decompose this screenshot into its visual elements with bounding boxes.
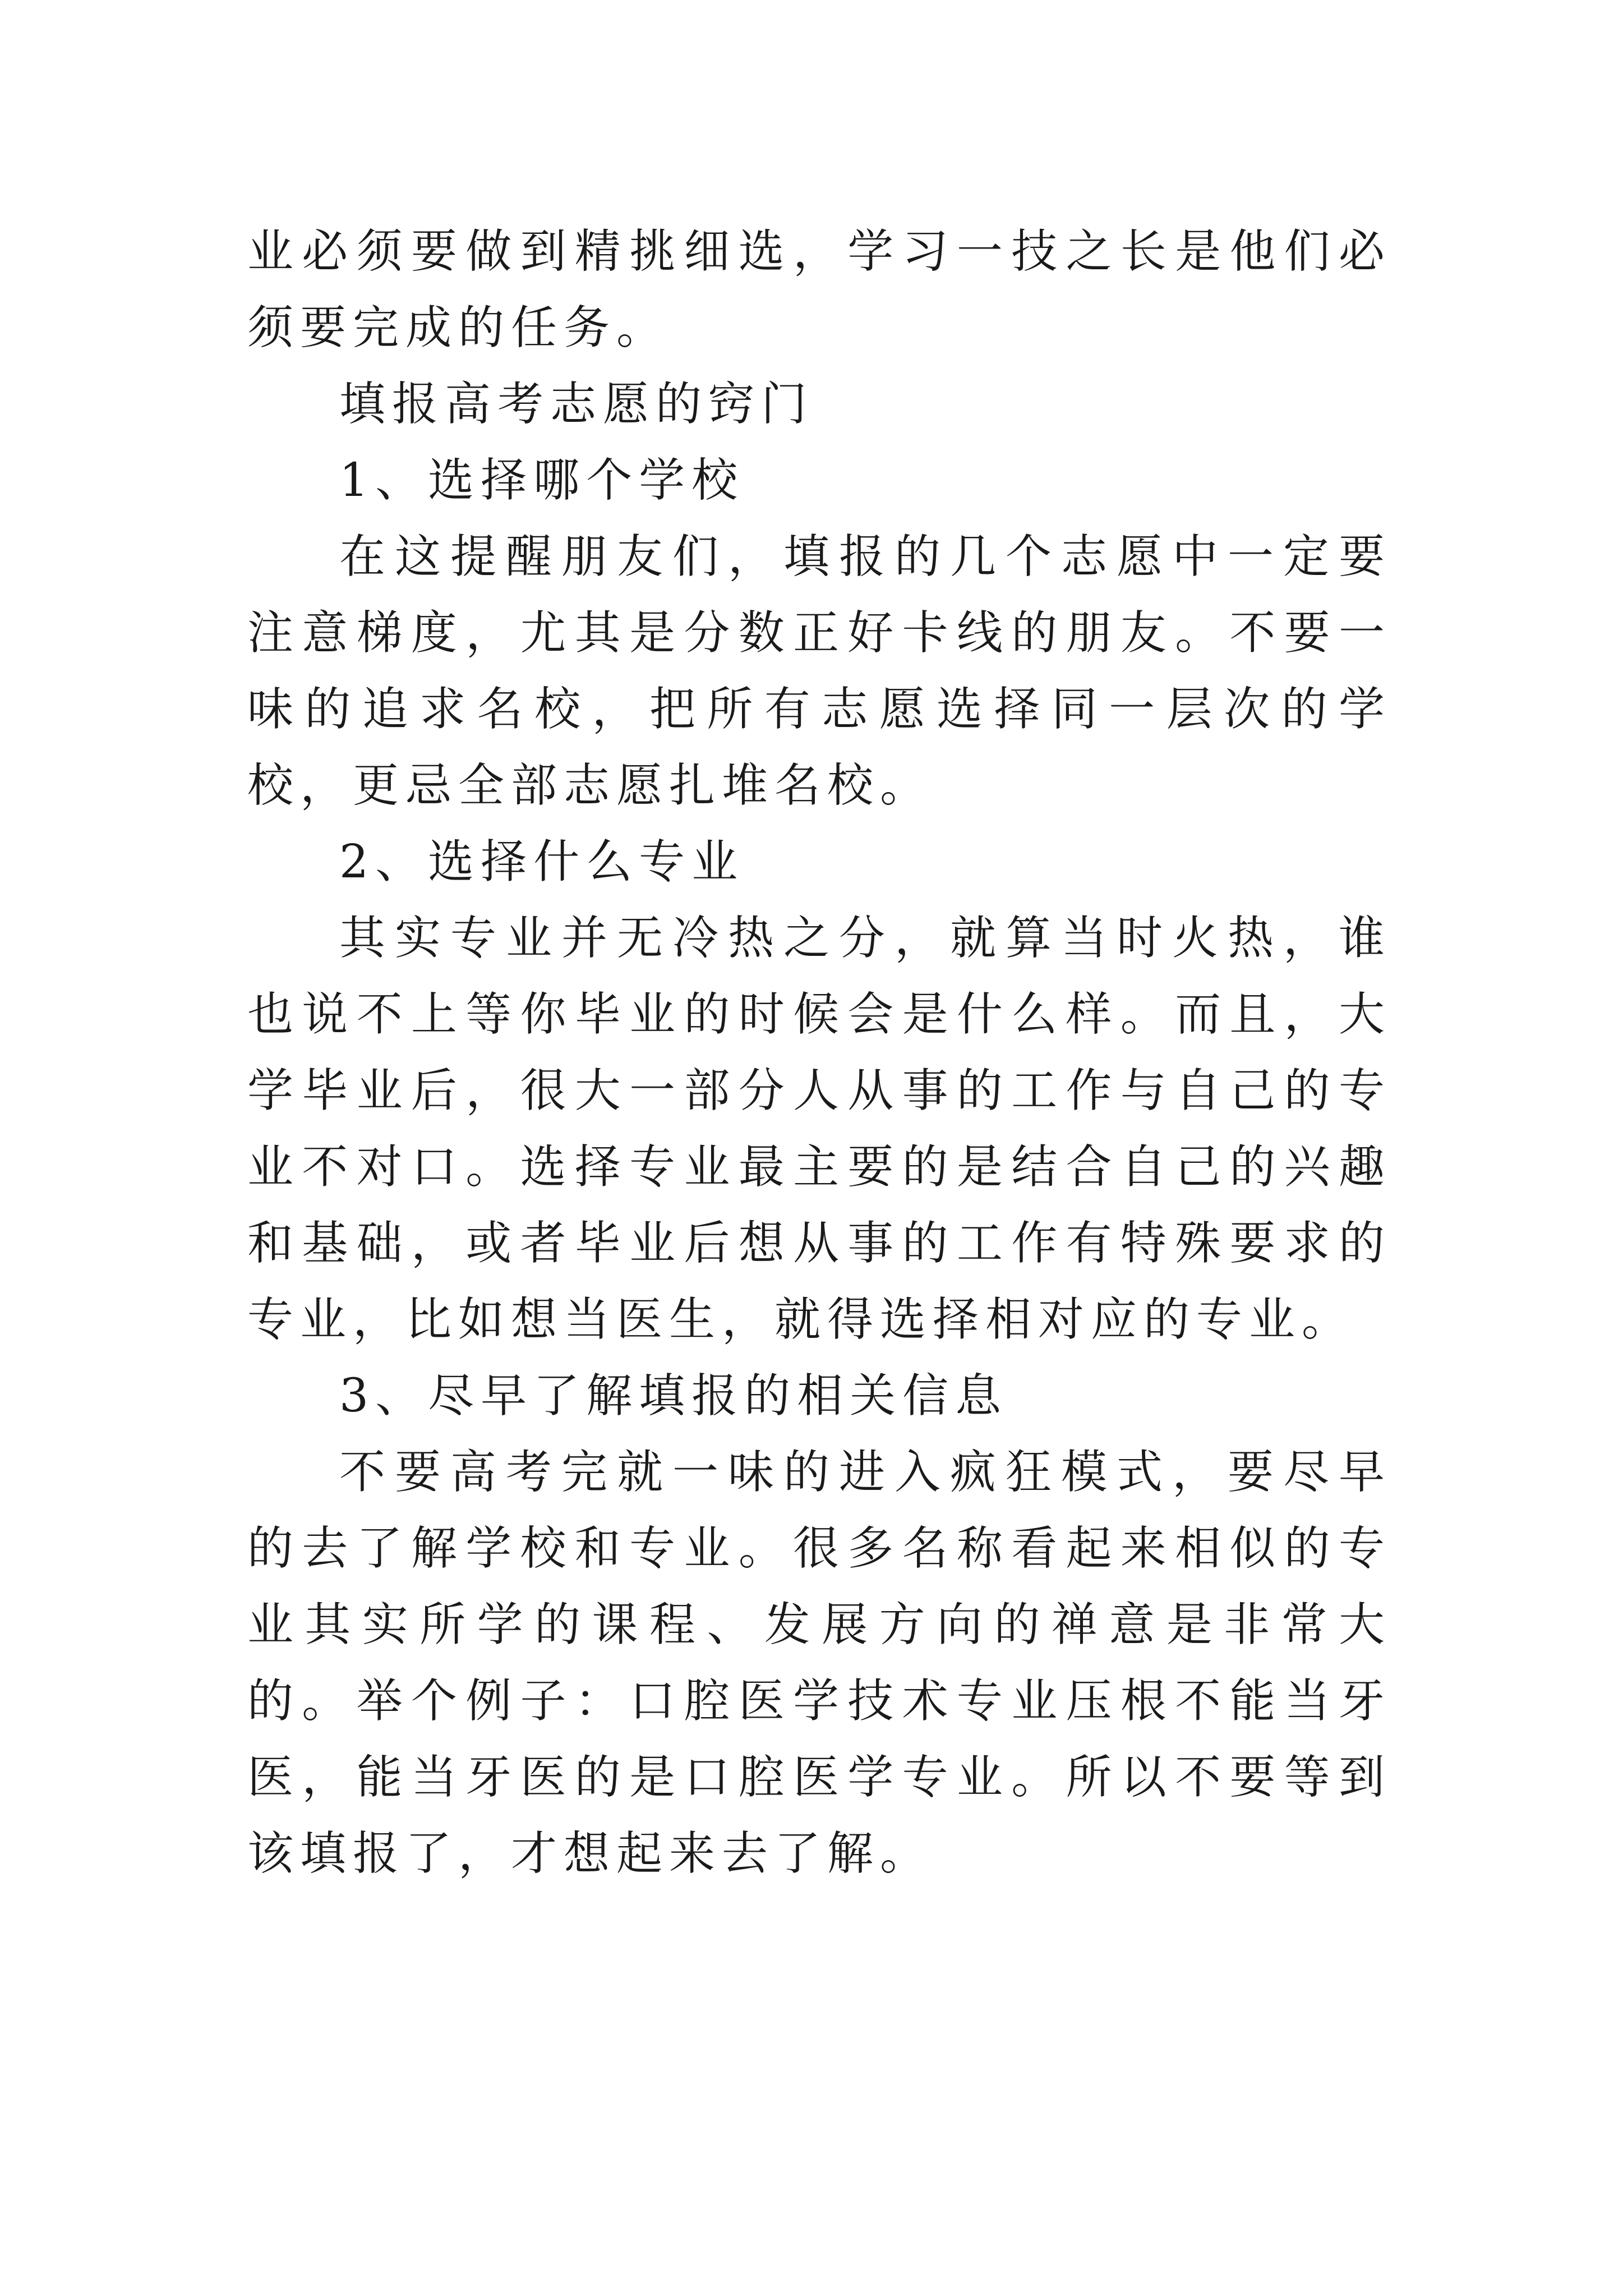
document-body	[247, 214, 1391, 1892]
paragraph-continuation: 业必须要做到精挑细选，学习一技之长是他们必须要完成的任务。	[247, 225, 1391, 355]
subheading-info: 3、尽早了解填报的相关信息	[339, 1369, 1008, 1423]
subheading-major: 2、选择什么专业	[339, 835, 745, 889]
paragraph-school: 在这提醒朋友们，填报的几个志愿中一定要注意梯度，尤其是分数正好卡线的朋友。不要一味的追求名校，把所有志愿选择同一层次的学校，更忌全部志愿扎堆名校。	[247, 530, 1391, 812]
paragraph-info: 不要高考完就一味的进入疯狂模式，要尽早的去了解学校和专业。很多名称看起来相似的专业其实所学的课程、发展方向的禅意是非常大的。举个例子：口腔医学技术专业压根不能当牙医，能当牙医的是口腔医学专业。所以不要等到该填报了，才想起来去了解。	[247, 1446, 1391, 1880]
section-heading-tips: 填报高考志愿的窍门	[339, 378, 814, 431]
subheading-school: 1、选择哪个学校	[339, 454, 745, 507]
paragraph-major: 其实专业并无冷热之分，就算当时火热，谁也说不上等你毕业的时候会是什么样。而且，大学毕业后，很大一部分人从事的工作与自己的专业不对口。选择专业最主要的是结合自己的兴趣和基础，或者毕业后想从事的工作有特殊要求的专业，比如想当医生，就得选择相对应的专业。	[247, 912, 1391, 1346]
